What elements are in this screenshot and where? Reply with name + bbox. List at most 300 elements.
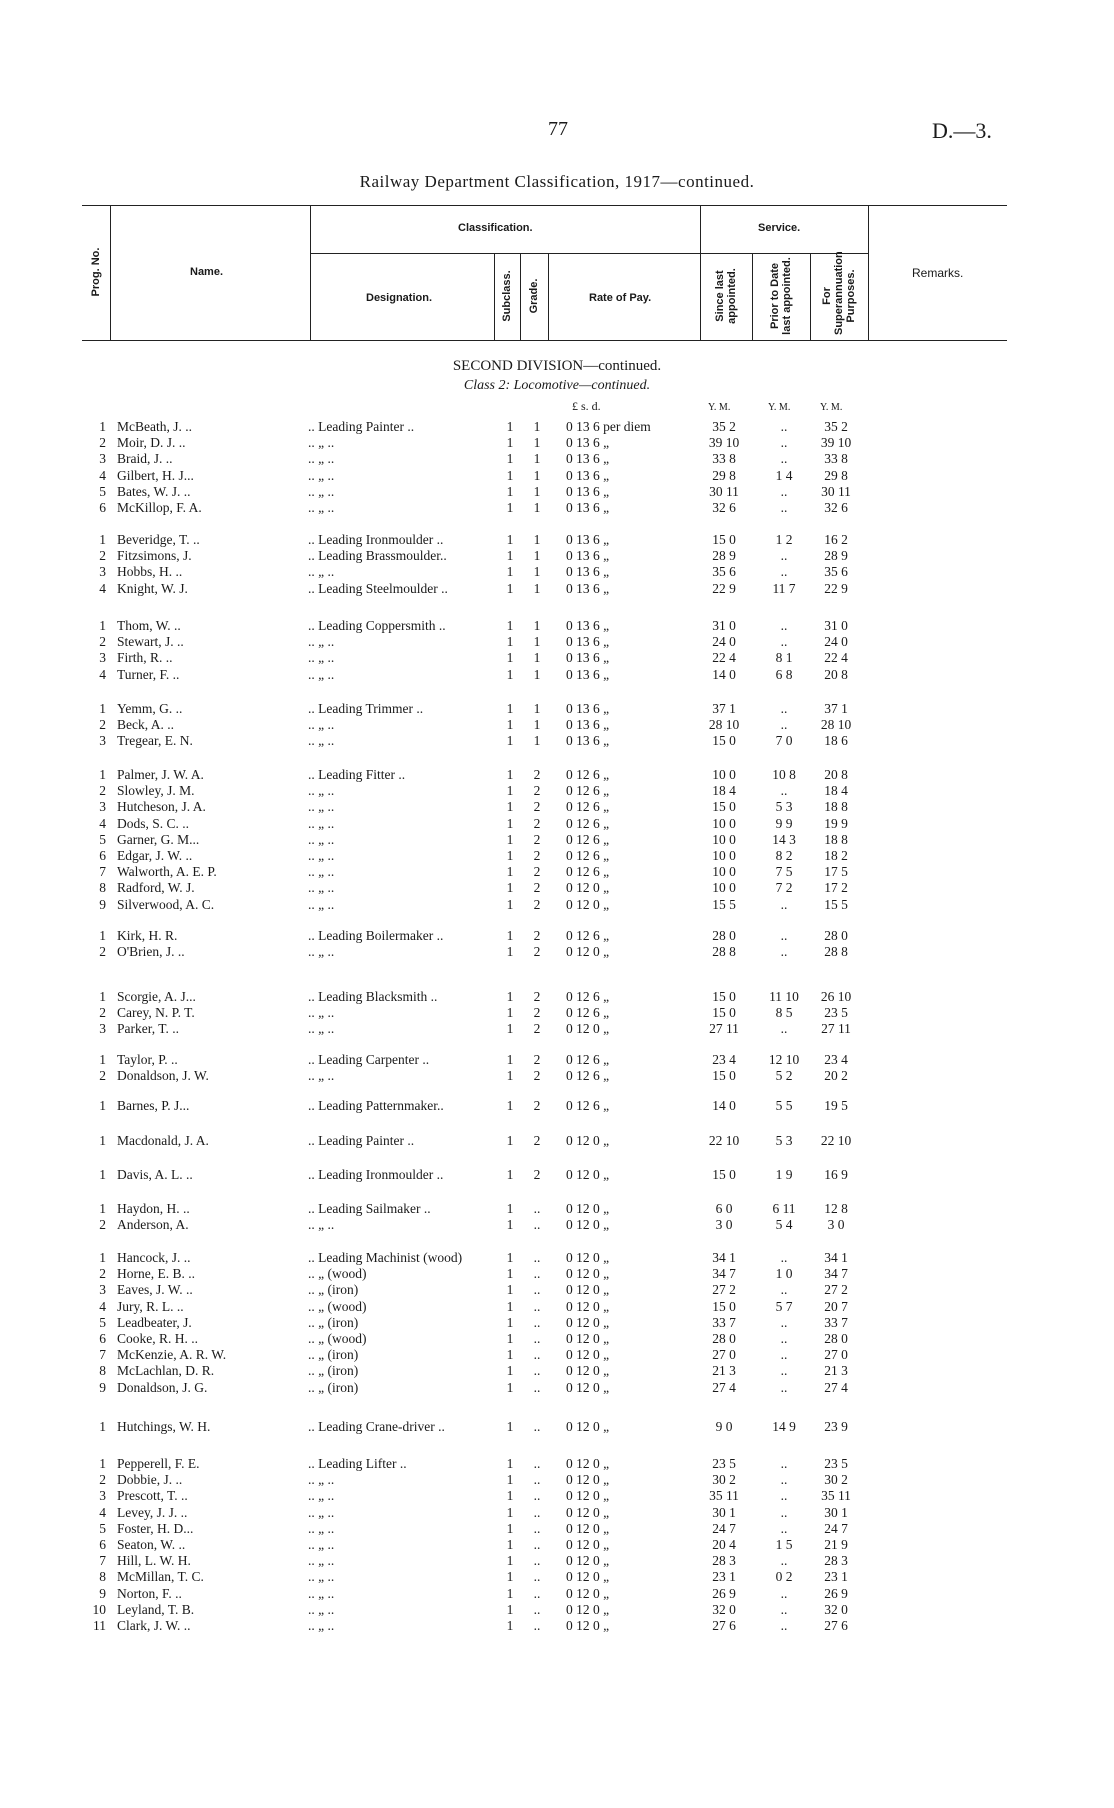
table-row <box>0 468 1114 484</box>
table-row <box>0 1553 1114 1569</box>
cell-superannuation: 12 8 <box>824 1201 848 1216</box>
cell-prior-to-date: .. <box>780 1363 788 1379</box>
header-name: Name. <box>190 266 224 278</box>
cell-subclass: 1 <box>506 989 514 1004</box>
cell-prog-no: 5 <box>99 1520 106 1536</box>
cell-prior-to-date: 6 8 <box>775 666 793 682</box>
cell-rate-of-pay: 0 12 6 „ <box>566 831 610 847</box>
cell-superannuation: 32 0 <box>824 1601 848 1617</box>
cell-designation: .. „ (iron) <box>308 1379 359 1395</box>
cell-prior-to-date: .. <box>780 1553 788 1569</box>
cell-since-last: 24 0 <box>712 634 736 650</box>
table-row <box>0 1488 1114 1504</box>
cell-rate-of-pay: 0 12 0 „ <box>566 1601 610 1617</box>
cell-name: Moir, D. J. .. <box>117 435 186 451</box>
cell-grade: 2 <box>533 799 541 815</box>
cell-prior-to-date: 9 9 <box>775 815 793 831</box>
cell-prior-to-date: .. <box>780 717 788 733</box>
cell-superannuation: 35 11 <box>821 1488 851 1504</box>
header-service: Service. <box>758 222 801 234</box>
cell-since-last: 18 4 <box>712 783 736 799</box>
cell-since-last: 26 9 <box>712 1585 736 1601</box>
cell-grade: 2 <box>533 1098 541 1113</box>
cell-prior-to-date: .. <box>780 1021 788 1037</box>
cell-prog-no: 3 <box>99 564 106 580</box>
cell-designation: .. Leading Blacksmith .. <box>308 989 438 1004</box>
cell-rate-of-pay: 0 12 6 „ <box>566 864 610 880</box>
cell-rate-of-pay: 0 12 0 „ <box>566 1133 610 1148</box>
cell-rate-of-pay: 0 12 0 „ <box>566 1021 610 1037</box>
cell-rate-of-pay: 0 13 6 „ <box>566 580 610 596</box>
cell-since-last: 37 1 <box>712 701 736 716</box>
cell-since-last: 10 0 <box>712 848 736 863</box>
cell-prog-no: 6 <box>99 848 106 863</box>
cell-designation: .. Leading Patternmaker.. <box>308 1098 444 1113</box>
cell-rate-of-pay: 0 12 0 „ <box>566 1569 610 1585</box>
cell-rate-of-pay: 0 13 6 „ <box>566 532 610 547</box>
cell-since-last: 33 7 <box>712 1314 736 1330</box>
cell-since-last: 14 0 <box>712 666 736 682</box>
cell-designation: .. „ (iron) <box>308 1314 359 1330</box>
cell-prog-no: 3 <box>99 1282 106 1298</box>
cell-prior-to-date: .. <box>780 1504 788 1520</box>
table-row <box>0 1299 1114 1315</box>
cell-subclass: 1 <box>506 1167 514 1182</box>
cell-prior-to-date: 5 2 <box>775 1068 793 1084</box>
cell-subclass: 1 <box>506 1520 514 1536</box>
cell-prior-to-date: .. <box>780 1250 788 1265</box>
cell-subclass: 1 <box>506 500 514 515</box>
cell-since-last: 32 6 <box>712 500 736 515</box>
cell-since-last: 23 1 <box>712 1569 736 1585</box>
table-row <box>0 880 1114 896</box>
cell-subclass: 1 <box>506 435 514 451</box>
cell-rate-of-pay: 0 12 6 „ <box>566 815 610 831</box>
cell-rate-of-pay: 0 12 0 „ <box>566 1504 610 1520</box>
cell-prog-no: 3 <box>99 799 106 815</box>
cell-superannuation: 17 5 <box>824 864 848 880</box>
cell-subclass: 1 <box>506 1601 514 1617</box>
cell-grade: .. <box>533 1266 541 1282</box>
cell-grade: 1 <box>533 564 541 580</box>
cell-designation: .. „ .. <box>308 831 335 847</box>
cell-designation: .. „ .. <box>308 1537 335 1552</box>
cell-grade: 2 <box>533 831 541 847</box>
cell-name: Donaldson, J. W. <box>117 1068 209 1084</box>
cell-grade: 2 <box>533 1021 541 1037</box>
cell-name: McKillop, F. A. <box>117 500 202 515</box>
cell-name: Slowley, J. M. <box>117 783 195 799</box>
cell-prior-to-date: 14 9 <box>772 1419 796 1434</box>
cell-prior-to-date: 5 7 <box>775 1298 793 1314</box>
cell-prior-to-date: .. <box>780 1618 788 1633</box>
cell-superannuation: 20 8 <box>824 767 848 782</box>
cell-rate-of-pay: 0 13 6 „ <box>566 435 610 451</box>
cell-grade: 1 <box>533 419 541 434</box>
cell-superannuation: 26 9 <box>824 1585 848 1601</box>
cell-designation: .. „ .. <box>308 467 335 483</box>
cell-superannuation: 27 0 <box>824 1347 848 1363</box>
cell-prog-no: 6 <box>99 1537 106 1552</box>
cell-rate-of-pay: 0 12 6 „ <box>566 848 610 863</box>
cell-since-last: 27 11 <box>709 1021 739 1037</box>
cell-name: Leadbeater, J. <box>117 1314 192 1330</box>
table-row <box>0 1217 1114 1233</box>
cell-designation: .. Leading Ironmoulder .. <box>308 532 444 547</box>
cell-prior-to-date: .. <box>780 1331 788 1346</box>
table-row <box>0 1005 1114 1021</box>
cell-prog-no: 8 <box>99 1569 106 1585</box>
cell-prog-no: 4 <box>99 580 106 596</box>
cell-name: Norton, F. .. <box>117 1585 182 1601</box>
cell-grade: 2 <box>533 864 541 880</box>
cell-since-last: 29 8 <box>712 467 736 483</box>
cell-prior-to-date: .. <box>780 1585 788 1601</box>
cell-rate-of-pay: 0 13 6 „ <box>566 650 610 666</box>
cell-subclass: 1 <box>506 880 514 896</box>
cell-since-last: 23 4 <box>712 1052 736 1067</box>
cell-rate-of-pay: 0 13 6 per diem <box>566 419 651 434</box>
cell-prior-to-date: .. <box>780 701 788 716</box>
cell-prior-to-date: .. <box>780 1314 788 1330</box>
cell-since-last: 35 6 <box>712 564 736 580</box>
cell-name: McMillan, T. C. <box>117 1569 204 1585</box>
cell-prior-to-date: 1 4 <box>775 467 793 483</box>
cell-designation: .. „ .. <box>308 1217 335 1233</box>
cell-name: Edgar, J. W. .. <box>117 848 193 863</box>
table-row <box>0 1133 1114 1149</box>
cell-since-last: 28 10 <box>708 717 740 733</box>
cell-name: Dobbie, J. .. <box>117 1472 183 1488</box>
cell-designation: .. „ .. <box>308 1553 335 1569</box>
cell-since-last: 15 0 <box>712 1005 736 1021</box>
table-row <box>0 1618 1114 1634</box>
table-row <box>0 564 1114 580</box>
cell-rate-of-pay: 0 12 0 „ <box>566 1488 610 1504</box>
cell-prior-to-date: .. <box>780 1347 788 1363</box>
cell-rate-of-pay: 0 12 0 „ <box>566 944 610 960</box>
cell-superannuation: 20 7 <box>824 1298 848 1314</box>
cell-grade: 1 <box>533 666 541 682</box>
cell-prior-to-date: .. <box>780 783 788 799</box>
cell-superannuation: 21 9 <box>824 1537 848 1552</box>
cell-grade: 2 <box>533 1167 541 1182</box>
cell-superannuation: 23 9 <box>824 1419 848 1434</box>
cell-grade: 2 <box>533 1068 541 1084</box>
cell-name: Radford, W. J. <box>117 880 195 896</box>
cell-superannuation: 27 6 <box>824 1618 848 1633</box>
cell-designation: .. Leading Trimmer .. <box>308 701 424 716</box>
table-row <box>0 634 1114 650</box>
cell-since-last: 6 0 <box>715 1201 733 1216</box>
cell-prior-to-date: .. <box>780 548 788 564</box>
cell-prior-to-date: 14 3 <box>772 831 796 847</box>
cell-superannuation: 28 0 <box>824 928 848 943</box>
cell-since-last: 15 5 <box>712 896 736 912</box>
cell-prog-no: 11 <box>93 1618 106 1633</box>
cell-prog-no: 1 <box>99 1052 106 1067</box>
table-row <box>0 1021 1114 1037</box>
cell-prog-no: 9 <box>99 1585 106 1601</box>
cell-designation: .. „ .. <box>308 815 335 831</box>
header-grade: Grade. <box>528 278 540 314</box>
cell-prog-no: 1 <box>99 928 106 943</box>
cell-grade: 1 <box>533 650 541 666</box>
cell-subclass: 1 <box>506 532 514 547</box>
cell-grade: .. <box>533 1314 541 1330</box>
since-units: Y. M. <box>708 402 731 413</box>
cell-grade: 1 <box>533 618 541 633</box>
cell-prior-to-date: 1 5 <box>775 1537 793 1552</box>
cell-prog-no: 1 <box>99 1456 106 1471</box>
cell-name: Walworth, A. E. P. <box>117 864 217 880</box>
cell-since-last: 28 9 <box>712 548 736 564</box>
cell-prog-no: 2 <box>99 1266 106 1282</box>
cell-prog-no: 1 <box>99 532 106 547</box>
cell-designation: .. „ (iron) <box>308 1347 359 1363</box>
table-row <box>0 799 1114 815</box>
cell-prog-no: 1 <box>99 419 106 434</box>
cell-subclass: 1 <box>506 650 514 666</box>
cell-subclass: 1 <box>506 1068 514 1084</box>
cell-prog-no: 2 <box>99 548 106 564</box>
cell-designation: .. „ .. <box>308 1504 335 1520</box>
cell-rate-of-pay: 0 13 6 „ <box>566 564 610 580</box>
cell-since-last: 10 0 <box>712 815 736 831</box>
cell-designation: .. „ .. <box>308 1005 335 1021</box>
header-superannuation: For Superannuation Purposes. <box>821 251 857 335</box>
cell-designation: .. „ (iron) <box>308 1282 359 1298</box>
cell-name: Parker, T. .. <box>117 1021 179 1037</box>
cell-since-last: 23 5 <box>712 1456 736 1471</box>
header-classification: Classification. <box>458 222 533 234</box>
cell-subclass: 1 <box>506 483 514 499</box>
cell-designation: .. Leading Sailmaker .. <box>308 1201 431 1216</box>
cell-superannuation: 30 1 <box>824 1504 848 1520</box>
cell-name: Scorgie, A. J... <box>117 989 196 1004</box>
cell-grade: .. <box>533 1217 541 1233</box>
cell-since-last: 32 0 <box>712 1601 736 1617</box>
table-row <box>0 717 1114 733</box>
cell-since-last: 35 11 <box>709 1488 739 1504</box>
cell-since-last: 22 9 <box>712 580 736 596</box>
cell-prior-to-date: 1 2 <box>775 532 793 547</box>
cell-designation: .. „ .. <box>308 564 335 580</box>
cell-designation: .. Leading Carpenter .. <box>308 1052 430 1067</box>
cell-rate-of-pay: 0 12 0 „ <box>566 1456 610 1471</box>
cell-prior-to-date: 5 4 <box>775 1217 793 1233</box>
cell-prior-to-date: 8 5 <box>775 1005 793 1021</box>
cell-since-last: 15 0 <box>712 1068 736 1084</box>
cell-name: Jury, R. L. .. <box>117 1298 184 1314</box>
cell-since-last: 15 0 <box>712 1298 736 1314</box>
cell-prior-to-date: 8 2 <box>775 848 793 863</box>
cell-subclass: 1 <box>506 1419 514 1434</box>
cell-grade: .. <box>533 1569 541 1585</box>
cell-subclass: 1 <box>506 1005 514 1021</box>
cell-superannuation: 16 2 <box>824 532 848 547</box>
cell-prior-to-date: .. <box>780 944 788 960</box>
cell-prog-no: 1 <box>99 1098 106 1113</box>
cell-designation: .. „ .. <box>308 1021 335 1037</box>
cell-superannuation: 17 2 <box>824 880 848 896</box>
cell-grade: .. <box>533 1282 541 1298</box>
cell-superannuation: 22 4 <box>824 650 848 666</box>
cell-subclass: 1 <box>506 1347 514 1363</box>
cell-subclass: 1 <box>506 1488 514 1504</box>
cell-superannuation: 20 2 <box>824 1068 848 1084</box>
header-prior-to-date: Prior to Date last appointed. <box>769 257 793 335</box>
cell-name: Fitzsimons, J. <box>117 548 192 564</box>
cell-subclass: 1 <box>506 1217 514 1233</box>
cell-name: Silverwood, A. C. <box>117 896 215 912</box>
cell-name: Kirk, H. R. <box>117 928 178 943</box>
cell-rate-of-pay: 0 13 6 „ <box>566 717 610 733</box>
cell-subclass: 1 <box>506 815 514 831</box>
cell-name: Foster, H. D... <box>117 1520 194 1536</box>
cell-designation: .. Leading Fitter .. <box>308 767 406 782</box>
cell-designation: .. „ .. <box>308 1520 335 1536</box>
cell-prog-no: 10 <box>92 1601 106 1617</box>
cell-prog-no: 2 <box>99 435 106 451</box>
cell-prior-to-date: 8 1 <box>775 650 793 666</box>
cell-subclass: 1 <box>506 783 514 799</box>
cell-designation: .. „ .. <box>308 1585 335 1601</box>
cell-grade: 2 <box>533 815 541 831</box>
cell-subclass: 1 <box>506 701 514 716</box>
cell-prog-no: 2 <box>99 944 106 960</box>
table-row <box>0 419 1114 435</box>
cell-prog-no: 1 <box>99 1201 106 1216</box>
cell-rate-of-pay: 0 12 0 „ <box>566 1331 610 1346</box>
cell-grade: 2 <box>533 989 541 1004</box>
cell-rate-of-pay: 0 12 0 „ <box>566 1379 610 1395</box>
cell-subclass: 1 <box>506 1472 514 1488</box>
table-row <box>0 451 1114 467</box>
cell-designation: .. „ .. <box>308 944 335 960</box>
cell-designation: .. „ (iron) <box>308 1363 359 1379</box>
cell-superannuation: 35 2 <box>824 419 848 434</box>
cell-name: Carey, N. P. T. <box>117 1005 195 1021</box>
cell-designation: .. „ .. <box>308 666 335 682</box>
table-row <box>0 1363 1114 1379</box>
cell-superannuation: 18 8 <box>824 799 848 815</box>
cell-grade: 1 <box>533 634 541 650</box>
cell-designation: .. Leading Ironmoulder .. <box>308 1167 444 1182</box>
cell-grade: 1 <box>533 500 541 515</box>
table-row <box>0 1537 1114 1553</box>
cell-grade: .. <box>533 1201 541 1216</box>
cell-grade: 2 <box>533 944 541 960</box>
cell-prog-no: 7 <box>99 1553 106 1569</box>
cell-designation: .. „ .. <box>308 896 335 912</box>
cell-since-last: 31 0 <box>712 618 736 633</box>
cell-rate-of-pay: 0 12 0 „ <box>566 1266 610 1282</box>
table-row <box>0 816 1114 832</box>
cell-rate-of-pay: 0 12 6 „ <box>566 1052 610 1067</box>
super-units: Y. M. <box>820 402 843 413</box>
cell-superannuation: 27 4 <box>824 1379 848 1395</box>
cell-prog-no: 3 <box>99 1021 106 1037</box>
table-row <box>0 1602 1114 1618</box>
header-rate-of-pay: Rate of Pay. <box>589 292 652 304</box>
cell-subclass: 1 <box>506 451 514 467</box>
cell-grade: .. <box>533 1504 541 1520</box>
cell-superannuation: 18 2 <box>824 848 848 863</box>
cell-name: Garner, G. M... <box>117 831 200 847</box>
cell-superannuation: 35 6 <box>824 564 848 580</box>
table-row <box>0 864 1114 880</box>
cell-subclass: 1 <box>506 1133 514 1148</box>
cell-prior-to-date: .. <box>780 1601 788 1617</box>
cell-subclass: 1 <box>506 831 514 847</box>
cell-superannuation: 30 11 <box>821 483 851 499</box>
cell-designation: .. „ .. <box>308 483 335 499</box>
cell-designation: .. Leading Boilermaker .. <box>308 928 444 943</box>
cell-superannuation: 27 11 <box>821 1021 851 1037</box>
cell-prog-no: 1 <box>99 989 106 1004</box>
cell-superannuation: 15 5 <box>824 896 848 912</box>
cell-designation: .. Leading Steelmoulder .. <box>308 580 448 596</box>
cell-name: Thom, W. .. <box>117 618 181 633</box>
cell-prior-to-date: .. <box>780 1472 788 1488</box>
cell-prior-to-date: .. <box>780 618 788 633</box>
cell-prog-no: 3 <box>99 451 106 467</box>
cell-subclass: 1 <box>506 618 514 633</box>
cell-prog-no: 3 <box>99 733 106 749</box>
cell-since-last: 30 11 <box>709 483 739 499</box>
cell-grade: .. <box>533 1419 541 1434</box>
cell-since-last: 30 2 <box>712 1472 736 1488</box>
cell-superannuation: 34 7 <box>824 1266 848 1282</box>
cell-rate-of-pay: 0 12 6 „ <box>566 1068 610 1084</box>
header-subclass: Subclass. <box>501 270 513 322</box>
cell-prog-no: 7 <box>99 864 106 880</box>
cell-subclass: 1 <box>506 1553 514 1569</box>
cell-superannuation: 21 3 <box>824 1363 848 1379</box>
cell-subclass: 1 <box>506 419 514 434</box>
cell-name: Pepperell, F. E. <box>117 1456 200 1471</box>
cell-prog-no: 5 <box>99 483 106 499</box>
table-row <box>0 1347 1114 1363</box>
cell-since-last: 27 0 <box>712 1347 736 1363</box>
cell-prog-no: 1 <box>99 1167 106 1182</box>
cell-superannuation: 23 5 <box>824 1005 848 1021</box>
cell-since-last: 34 1 <box>712 1250 736 1265</box>
cell-grade: 2 <box>533 880 541 896</box>
cell-grade: .. <box>533 1250 541 1265</box>
cell-name: Beck, A. .. <box>117 717 174 733</box>
cell-name: Horne, E. B. .. <box>117 1266 195 1282</box>
cell-grade: 1 <box>533 717 541 733</box>
table-row <box>0 989 1114 1005</box>
cell-grade: .. <box>533 1585 541 1601</box>
cell-name: Gilbert, H. J... <box>117 467 194 483</box>
cell-superannuation: 27 2 <box>824 1282 848 1298</box>
table-row <box>0 1266 1114 1282</box>
cell-rate-of-pay: 0 12 0 „ <box>566 1201 610 1216</box>
cell-since-last: 10 0 <box>712 767 736 782</box>
cell-superannuation: 34 1 <box>824 1250 848 1265</box>
cell-superannuation: 28 8 <box>824 944 848 960</box>
cell-designation: .. „ (wood) <box>308 1331 367 1346</box>
table-row <box>0 1521 1114 1537</box>
table-row <box>0 500 1114 516</box>
cell-grade: .. <box>533 1331 541 1346</box>
cell-subclass: 1 <box>506 1537 514 1552</box>
cell-grade: .. <box>533 1456 541 1471</box>
table-row <box>0 928 1114 944</box>
